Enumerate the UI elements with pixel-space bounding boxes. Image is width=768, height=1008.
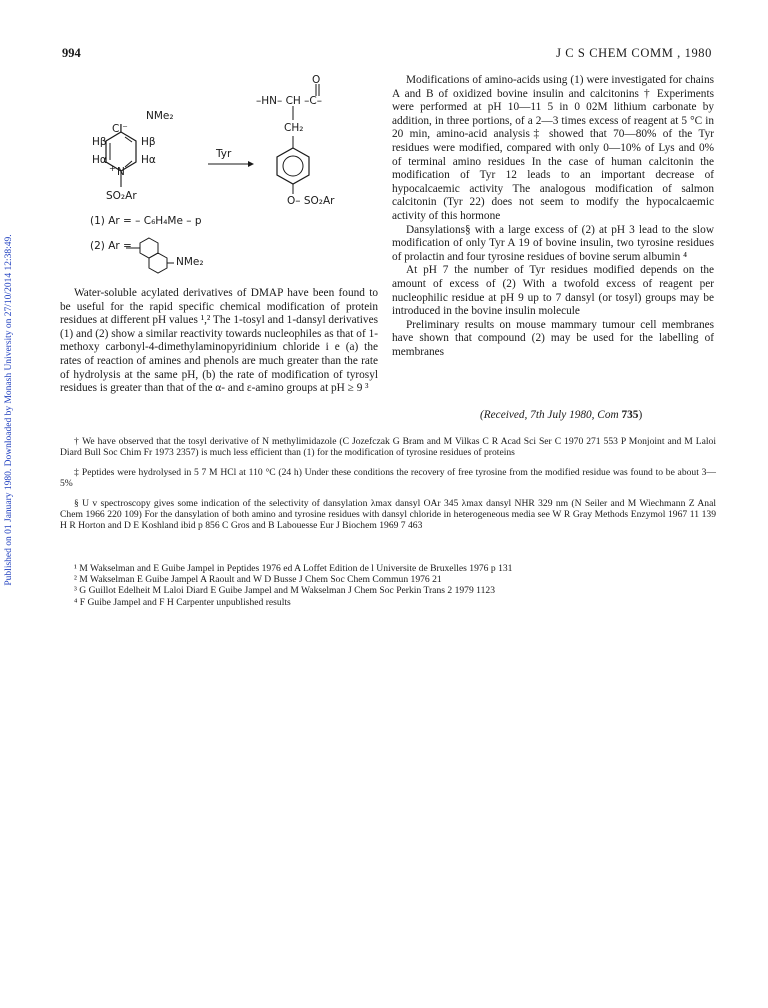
references xyxy=(74,563,714,608)
received-prefix: (Received, 7th July 1980, Com xyxy=(480,409,619,421)
right-paragraph-4: Preliminary results on mouse mammary tumour cell membranes have shown that compound (2) may be used for the labelling of membranes xyxy=(392,318,714,358)
right-paragraph-2: Dansylations§ with a large excess of (2) at pH 3 lead to the slow modification of only Tyr A 19 of bovine insulin, two tyrosine residues of prolactin and four tyrosine residues of bovine serum albumin ⁴ xyxy=(392,223,714,263)
running-head: J C S CHEM COMM , 1980 xyxy=(556,46,712,60)
received-date xyxy=(480,409,642,421)
reaction-scheme-drawing xyxy=(60,74,380,284)
product-ch2: CH₂ xyxy=(284,122,304,134)
left-paragraph-1: Water-soluble acylated derivatives of DMAP have been found to be useful for the rapid specific chemical modification of protein residues at different pH values ¹,² The 1-tosyl and 1-dansyl derivatives (1) and (2) show a similar reactivity towards nucleophiles as that of 1-methoxy carbonyl-4-dimethylaminopyridinium chloride i e (a) the rates of reaction of amines and phenols are much greater than the rate of hydrolysis at the same pH, (b) the rate of modification of tyrosyl residues is greater than that of the α- and ε-amino groups at pH ≥ 9 ³ xyxy=(60,287,378,395)
footnote-section: § U v spectroscopy gives some indication of the selectivity of dansylation λmax dansyl OAr 345 λmax dansyl NHR 329 nm (N Seiler and M Wiechmann Z Anal Chem 1966 220 109) For the dansylation of both amino and tyrosine residues with dansyl chloride in heterogeneous media see W R Gray Methods Enzymol 1967 11 139 H R Horton and D E Koshland ibid p 856 C Gros and B Labouesse Eur J Biochem 1969 7 463 xyxy=(60,497,716,532)
chloride-anion: Cl⁻ xyxy=(112,123,128,135)
ring-charge: + xyxy=(109,164,116,173)
right-column xyxy=(392,74,714,359)
h-alpha-left: Hα xyxy=(92,154,107,166)
download-notice-text: Published on 01 January 1980. Downloaded by Monash University on 27/10/2014 12:38:49. xyxy=(4,234,14,586)
page-number: 994 xyxy=(62,46,81,60)
download-notice-sidebar xyxy=(2,180,16,640)
reference-1: ¹ M Wakselman and E Guibe Jampel in Peptides 1976 ed A Loffet Edition de l Universite de Bruxelles 1976 p 131 xyxy=(74,563,513,574)
compound-1-definition: (1) Ar = – C₆H₄Me – p xyxy=(90,215,202,227)
h-beta-right: Hβ xyxy=(141,136,156,148)
compound-2-definition: (2) Ar = xyxy=(90,240,132,252)
arrow-label: Tyr xyxy=(216,148,232,160)
h-alpha-right: Hα xyxy=(141,154,156,166)
footnote-dagger: † We have observed that the tosyl derivative of N methylimidazole (C Jozefczak G Bram and M Vilkas C R Acad Sci Ser C 1970 271 553 P Monjoint and M Laloi Diard Bull Soc Chim Fr 1973 2357) is much less efficient than (1) for the modification of tyrosine residues of proteins xyxy=(60,436,716,459)
ring-nitrogen: N xyxy=(117,166,125,178)
reference-3: ³ G Guillot Edelheit M Laloi Diard E Guibe Jampel and M Wakselman J Chem Soc Perkin Trans 2 1979 1123 xyxy=(74,585,495,597)
product-carbonyl-o: O xyxy=(312,74,321,86)
naphthalene-ring-b xyxy=(149,253,167,273)
compound-2-nme2: NMe₂ xyxy=(176,256,204,268)
received-number: 735 xyxy=(618,409,639,421)
reference-4: ⁴ F Guibe Jampel and F H Carpenter unpublished results xyxy=(74,596,291,608)
right-paragraph-1: Modifications of amino-acids using (1) were investigated for chains A and B of oxidized bovine insulin and calcitonins † Experiments were performed at pH 10—11 5 in 0 02M lithium carbonate by addition, in three portions, of a 2—3 times excess of reagent at 5 °C in 20 min, amino-acid analysis‡ showed that 70—80% of the Tyr residues were modified, compared with only 0—10% of Lys and 0% of terminal amino residues In the case of human calcitonin the modification of Tyr 12 leads to an important decrease of hypocalcaemic activity The analogous modification of salmon calcitonin (Tyr 22) does not seem to modify the hypocalcaemic activity of this hormone xyxy=(392,74,714,222)
product-backbone: –HN– CH –C– xyxy=(256,95,322,107)
product-oso2ar: O– SO₂Ar xyxy=(287,195,335,207)
nme2-label: NMe₂ xyxy=(146,110,174,122)
h-beta-left: Hβ xyxy=(92,136,107,148)
reference-2: ² M Wakselman E Guibe Jampel A Raoult and W D Busse J Chem Soc Chem Commun 1976 21 xyxy=(74,574,442,586)
benzene-ring xyxy=(277,148,309,184)
received-suffix: ) xyxy=(638,409,643,421)
so2ar-left: SO₂Ar xyxy=(106,190,137,202)
right-paragraph-3: At pH 7 the number of Tyr residues modified depends on the amount of excess of (2) With a twofold excess of reagent per nucleophilic residue at pH 9 up to 7 dansyl (or tosyl) groups may be introduced in the bovine insulin molecule xyxy=(392,264,714,318)
reaction-scheme xyxy=(60,74,380,284)
left-column xyxy=(60,287,378,396)
footnote-double-dagger: ‡ Peptides were hydrolysed in 5 7 M HCl at 110 °C (24 h) Under these conditions the recovery of free tyrosine from the modified residue was found to be about 3—5% xyxy=(60,466,716,490)
footnotes xyxy=(60,436,716,540)
